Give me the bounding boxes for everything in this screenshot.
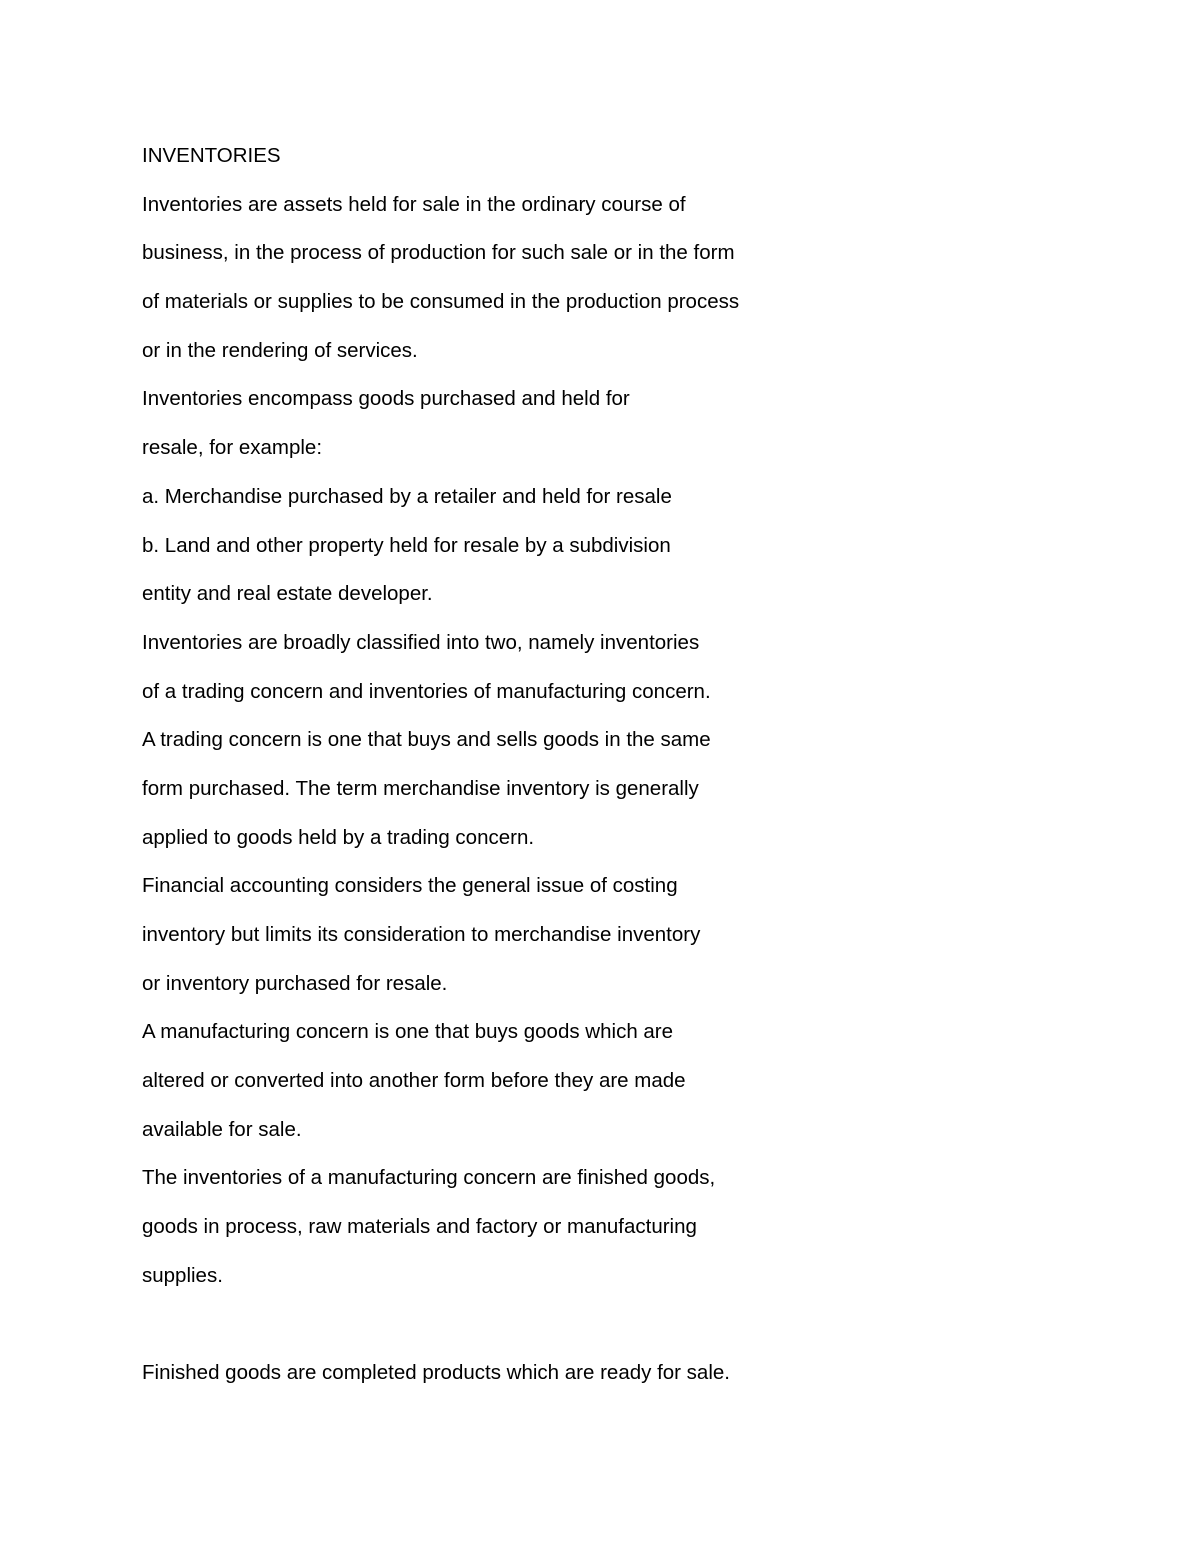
text-line: inventory but limits its consideration to merchandise inventory [142, 923, 701, 946]
text-line: altered or converted into another form before they are made [142, 1069, 686, 1093]
text-line: Inventories encompass goods purchased and held for [142, 387, 630, 411]
text-line: Finished goods are completed products which are ready for sale. [142, 1361, 730, 1385]
text-line: available for sale. [142, 1117, 302, 1141]
text-line: goods in process, raw materials and factory or manufacturing [142, 1215, 697, 1239]
text-line: The inventories of a manufacturing concern are finished goods, [142, 1166, 716, 1190]
text-line: supplies. [142, 1263, 223, 1287]
text-line: Financial accounting considers the general issue of costing [142, 874, 678, 898]
text-line: Inventories are broadly classified into two, namely inventories [142, 630, 700, 654]
text-line: entity and real estate developer. [142, 582, 433, 606]
text-line: of a trading concern and inventories of manufacturing concern. [142, 679, 711, 703]
text-line: form purchased. The term merchandise inventory is generally [142, 776, 699, 800]
document-body [142, 138, 902, 1404]
list-item: a. Merchandise purchased by a retailer and held for resale [142, 484, 672, 508]
text-line: resale, for example: [142, 436, 323, 460]
text-line: Inventories are assets held for sale in the ordinary course of [142, 192, 686, 216]
text-line: A manufacturing concern is one that buys goods which are [142, 1020, 674, 1044]
document-title: INVENTORIES [142, 144, 281, 167]
text-line: or inventory purchased for resale. [142, 971, 448, 995]
text-line: A trading concern is one that buys and sells goods in the same [142, 728, 711, 752]
text-line: applied to goods held by a trading concern. [142, 825, 535, 849]
text-line: of materials or supplies to be consumed in the production process [142, 290, 740, 314]
text-line: or in the rendering of services. [142, 338, 418, 362]
paragraph-spacer [142, 1307, 902, 1356]
list-item: b. Land and other property held for resale by a subdivision [142, 533, 671, 557]
text-line: business, in the process of production for such sale or in the form [142, 241, 735, 265]
